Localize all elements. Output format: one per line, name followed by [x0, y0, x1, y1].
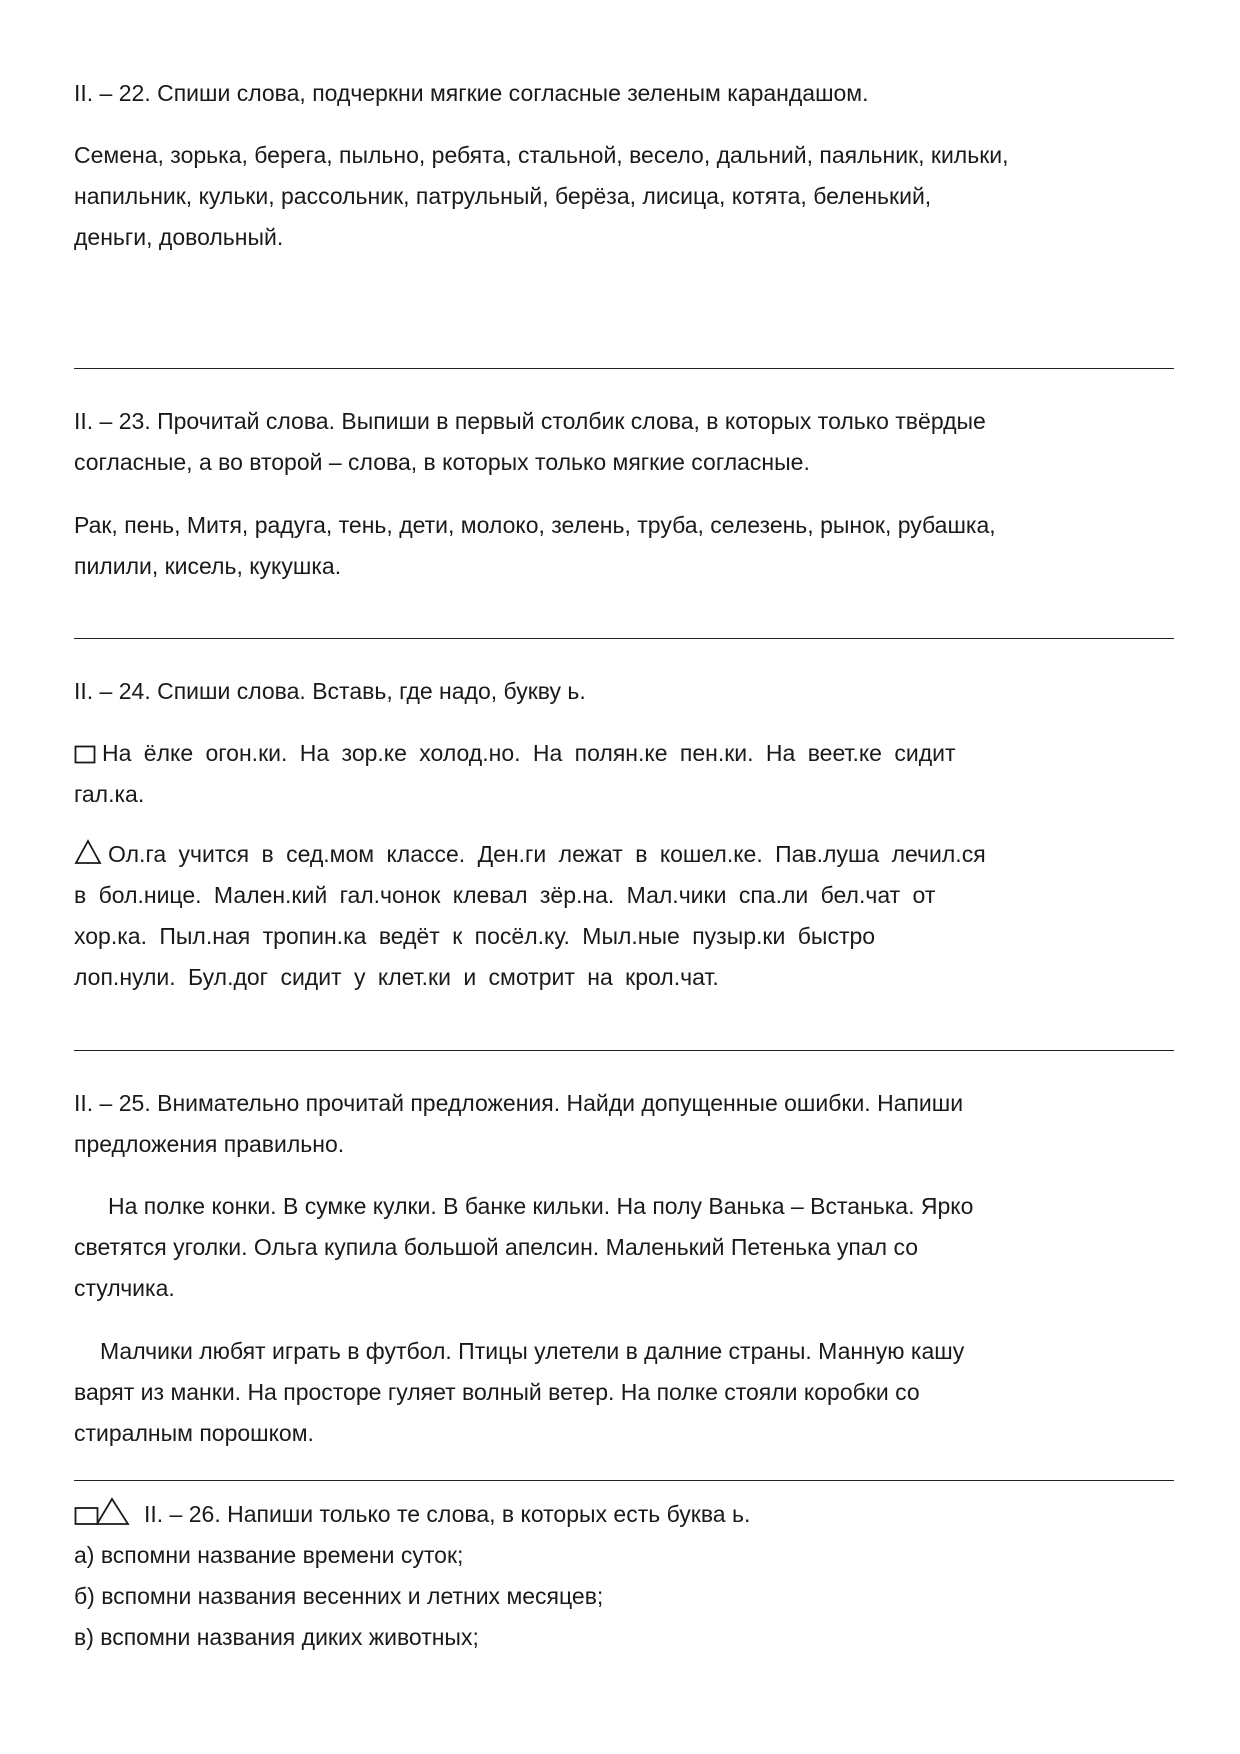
task-24-triangle-line: в бол.нице. Мален.кий гал.чонок клевал зёр.на. Мал.чики спа.ли бел.чат от — [74, 882, 936, 908]
task-24-square-line: гал.ка. — [74, 781, 145, 807]
square-icon — [74, 744, 96, 764]
task-25-title — [74, 1083, 1174, 1165]
task-25-paragraph-1 — [74, 1186, 1174, 1309]
task-26-item: б) вспомни названия весенних и летних месяцев; — [74, 1583, 604, 1609]
task-25-paragraph-2 — [74, 1331, 1174, 1454]
task-22-title: II. – 22. Спиши слова, подчеркни мягкие согласные зеленым карандашом. — [74, 80, 869, 106]
task-25-title-line: предложения правильно. — [74, 1131, 345, 1157]
task-26-title: II. – 26. Напиши только те слова, в которых есть буква ь. — [144, 1501, 751, 1527]
task-23-title-line: согласные, а во второй – слова, в которых только мягкие согласные. — [74, 449, 810, 475]
task-24-triangle-line: хор.ка. Пыл.ная тропин.ка ведёт к посёл.ку. Мыл.ные пузыр.ки быстро — [74, 923, 876, 949]
task-25-paragraph-line: варят из манки. На просторе гуляет волный ветер. На полке стояли коробки со — [74, 1379, 920, 1405]
task-24-square-line: На ёлке огон.ки. На зор.ке холод.но. На полян.ке пен.ки. На веет.ке сидит — [102, 740, 956, 766]
section-divider — [74, 368, 1174, 369]
task-25-paragraph-line: На полке конки. В сумке кулки. В банке кильки. На полу Ванька – Встанька. Ярко — [108, 1193, 974, 1219]
task-24-square-exercise — [74, 733, 1174, 815]
section-divider — [74, 1050, 1174, 1051]
task-24-triangle-exercise — [74, 834, 1174, 998]
task-22-words-line: Семена, зорька, берега, пыльно, ребята, стальной, весело, дальний, паяльник, кильки, — [74, 142, 1009, 168]
task-23-words-line: Рак, пень, Митя, радуга, тень, дети, молоко, зелень, труба, селезень, рынок, рубашка, — [74, 512, 996, 538]
task-24-triangle-line: лоп.нули. Бул.дог сидит у клет.ки и смотрит на крол.чат. — [74, 964, 719, 990]
task-24-title: II. – 24. Спиши слова. Вставь, где надо, букву ь. — [74, 678, 586, 704]
task-22-words — [74, 135, 1174, 258]
task-23-title-line: II. – 23. Прочитай слова. Выпиши в первый столбик слова, в которых только твёрдые — [74, 408, 986, 434]
section-divider — [74, 638, 1174, 639]
task-22-words-line: напильник, кульки, рассольник, патрульный, берёза, лисица, котята, беленький, — [74, 183, 932, 209]
task-25-paragraph-line: Малчики любят играть в футбол. Птицы улетели в далние страны. Манную кашу — [100, 1338, 965, 1364]
task-26 — [74, 1494, 1174, 1658]
task-26-item: а) вспомни название времени суток; — [74, 1542, 464, 1568]
task-25-paragraph-line: стиралным порошком. — [74, 1420, 314, 1446]
task-25-paragraph-line: светятся уголки. Ольга купила большой апелсин. Маленький Петенька упал со — [74, 1234, 918, 1260]
task-24-triangle-line: Ол.га учится в сед.мом классе. Ден.ги лежат в кошел.ке. Пав.луша лечил.ся — [108, 841, 986, 867]
task-25-title-line: II. – 25. Внимательно прочитай предложения. Найди допущенные ошибки. Напиши — [74, 1090, 964, 1116]
section-divider — [74, 1480, 1174, 1481]
square-triangle-icon — [74, 1497, 132, 1527]
task-23-words-line: пилили, кисель, кукушка. — [74, 553, 342, 579]
task-23-title — [74, 401, 1174, 483]
task-26-item: в) вспомни названия диких животных; — [74, 1624, 479, 1650]
triangle-icon — [74, 839, 102, 865]
task-23-words — [74, 505, 1174, 587]
task-25-paragraph-line: стулчика. — [74, 1275, 175, 1301]
task-22-words-line: деньги, довольный. — [74, 224, 284, 250]
